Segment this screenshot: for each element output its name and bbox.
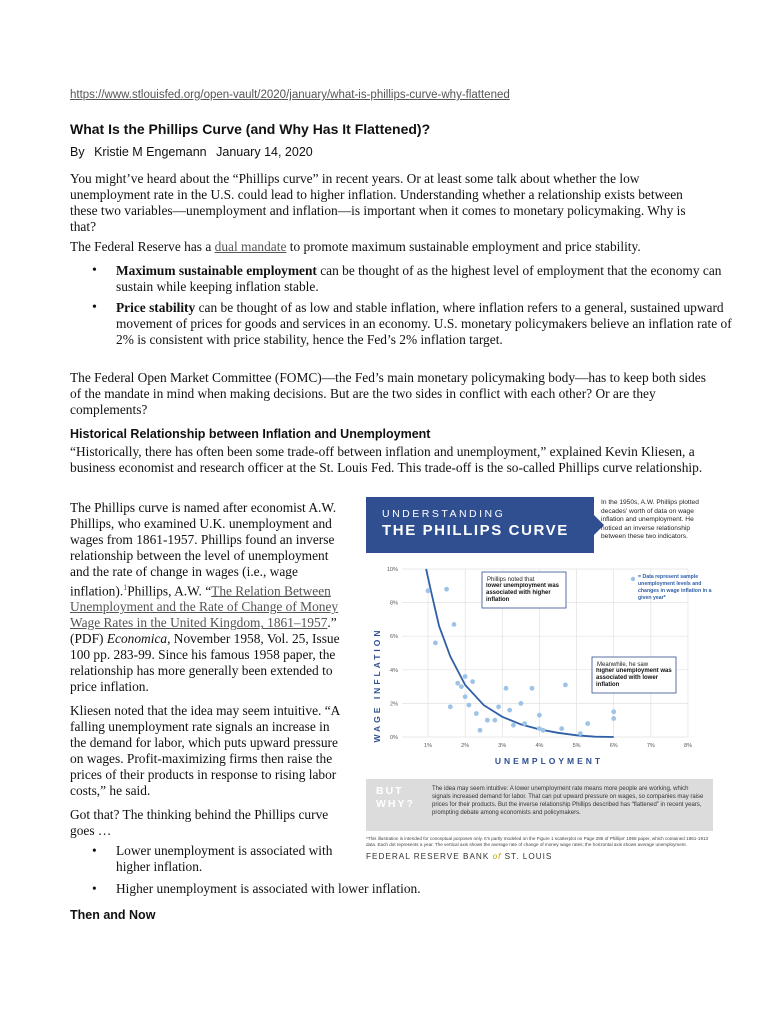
data-point — [541, 728, 546, 733]
mandate-after: to promote maximum sustainable employment and price stability. — [286, 239, 641, 254]
list-item — [116, 263, 736, 295]
phillips-paper-link[interactable]: The Relation Between Unemployment and the Rate of Change of Money Wage Rates in the United Kingdom, 1861–1957 — [70, 583, 339, 631]
section-heading-historical: Historical Relationship between Inflation and Unemployment — [70, 427, 431, 441]
data-point — [452, 622, 457, 627]
infographic-banner — [366, 497, 594, 553]
dual-mandate-link[interactable]: dual mandate — [214, 239, 287, 254]
kliesen-paragraph: Kliesen noted that the idea may seem intuitive. “A falling unemployment rate signals an increase in the demand for labor, which puts upward pressure on wages. Profit-maximizing firms then raise the prices of their products in response to rising labor costs,” he said. — [70, 703, 340, 799]
fomc-paragraph: The Federal Open Market Committee (FOMC)—the Fed’s main monetary policymaking body—has to keep both sides of the mandate in mind when making decisions. But are the two sides in conflict with each other? Or are they complements? — [70, 370, 706, 417]
annotation-low-bold: lower unemployment was associated with higher inflation — [486, 583, 560, 603]
historic-paragraph: “Historically, there has often been some trade-off between inflation and unemployment,” explained Kevin Kliesen, a business economist and research officer at the St. Louis Fed. This trade-off is the so-called Phillips curve relationship. — [70, 444, 703, 475]
list-item — [116, 300, 736, 348]
y-tick-label: 2% — [390, 701, 398, 708]
banner-main-text: THE PHILLIPS CURVE — [382, 522, 569, 539]
x-tick-label: 4% — [535, 743, 544, 749]
x-tick-label: 1% — [424, 743, 432, 749]
data-point — [559, 726, 564, 731]
data-point — [519, 701, 524, 706]
bullet-text: can be thought of as the highest level of employment that the economy can sustain while keeping inflation stable. — [116, 263, 722, 294]
phillips-curve-infographic — [366, 497, 713, 869]
y-tick-label: 4% — [390, 667, 398, 674]
data-point — [493, 718, 498, 723]
byline-date: January 14, 2020 — [216, 145, 313, 159]
x-tick-label: 7% — [646, 743, 655, 749]
bullet-bold-term: Price stability — [116, 300, 196, 315]
bullet-bold-term: Maximum sustainable employment — [116, 263, 317, 278]
fed-logo-part1: FEDERAL RESERVE BANK — [366, 852, 493, 861]
but-why-label: BUT WHY? — [376, 785, 415, 810]
data-point — [611, 716, 616, 721]
data-point — [563, 683, 568, 688]
legend-text: = Data represent sample unemployment levels and changes in wage inflation in a given year* — [638, 574, 712, 601]
data-point — [463, 694, 468, 699]
y-tick-label: 0% — [390, 735, 398, 741]
y-axis-label: WAGE INFLATION — [372, 627, 382, 743]
bullet-text: can be thought of as low and stable inflation, where inflation refers to a general, sustained upward movement of prices for goods and services in an economy. U.S. monetary policymakers believe an inflation rate of 2% is consistent with price stability, hence the Fed’s 2% inflation target. — [116, 300, 732, 347]
got-that-paragraph: Got that? The thinking behind the Phillips curve goes … — [70, 807, 329, 839]
byline-by: By — [70, 145, 85, 159]
x-tick-label: 2% — [461, 743, 470, 749]
legend-dot — [631, 577, 635, 581]
y-tick-label: 6% — [390, 634, 398, 641]
but-why-text: The idea may seem intuitive: A lower unemployment rate means more people are working, which signals increased demand for labor. That can put upward pressure on wages, so companies may raise prices for their products. But the inverse relationship Phillips described has “flattened” in recent years, prompting debate among economists and policymakers. — [432, 786, 704, 816]
section-heading-then-and-now: Then and Now — [70, 908, 156, 922]
data-point — [578, 731, 583, 736]
byline-author: Kristie M Engemann — [94, 145, 207, 159]
but-why-panel — [366, 779, 713, 831]
intro-paragraph: You might’ve heard about the “Phillips curve” in recent years. Or at least some talk about whether the low unemployment rate in the U.S. could lead to higher inflation. Understanding whether a relationship exists between these two variables—unemployment and inflation—is important when it comes to monetary policymaking. Why is that? — [70, 171, 686, 234]
data-point — [537, 713, 542, 718]
data-point — [474, 711, 479, 716]
mandate-paragraph — [70, 239, 710, 255]
list-item: • Higher unemployment is associated with lower inflation. — [116, 881, 736, 897]
byline — [70, 145, 319, 159]
annotation-high-bold: higher unemployment was associated with lower inflation — [596, 668, 672, 688]
data-point — [478, 728, 483, 733]
y-tick-label: 8% — [390, 600, 398, 607]
x-tick-label: 8% — [684, 743, 692, 749]
ref-end: , November 1958, Vol. 25, Issue 100 pp. 283-99. Since his famous 1958 paper, the relationship has more generally been extended to price inflation. — [70, 631, 340, 695]
fed-logo-part2: ST. LOUIS — [501, 852, 553, 861]
data-point — [611, 709, 616, 714]
ref-mid: .” (PDF) — [70, 615, 337, 647]
data-point — [463, 674, 468, 679]
mandate-bullet-list — [70, 263, 736, 353]
ref-start: Phillips, A.W. “ — [127, 583, 212, 599]
x-axis-label: UNEMPLOYMENT — [494, 756, 604, 766]
banner-note: In the 1950s, A.W. Phillips plotted decades’ worth of data on wage inflation and unemployment. He noticed an inverse relationship between these two indicators. — [601, 499, 699, 540]
data-point — [444, 587, 449, 592]
phillips-named-paragraph — [70, 500, 345, 695]
named-text: The Phillips curve is named after economist A.W. Phillips, who examined U.K. unemployment and wages from 1861-1957. Phillips found an inverse relationship between the level of unemployment and the rate of change in wages (i.e., wage inflation). — [70, 500, 337, 599]
left-column-text — [70, 500, 345, 847]
source-url-link[interactable]: https://www.stlouisfed.org/open-vault/2020/january/what-is-phillips-curve-why-flattened — [70, 89, 510, 101]
data-point — [448, 704, 453, 709]
data-point — [522, 721, 527, 726]
infographic-footnote: *This illustration is intended for conceptual purposes only. It’s partly modeled on the Figure 1 scatterplot on Page 285 of Phillips’ 1958 paper, which contained 1861-1913 data. Each dot represents a year. The vertical axis shows the average rate of change of money wage rates; the horizontal axis shows average unemployment. — [366, 836, 709, 847]
data-point — [511, 723, 516, 728]
fed-logo-of: of — [492, 852, 502, 861]
mandate-before: The Federal Reserve has a — [70, 239, 215, 254]
fed-logo-text — [366, 852, 552, 861]
data-point — [455, 681, 460, 686]
x-tick-label: 5% — [572, 743, 581, 749]
data-point — [485, 718, 490, 723]
data-point — [470, 679, 475, 684]
banner-top-text: UNDERSTANDING — [382, 508, 506, 520]
data-point — [507, 708, 512, 713]
journal-name: Economica — [106, 631, 168, 647]
data-point — [426, 588, 431, 593]
x-tick-label: 6% — [609, 743, 618, 749]
footnote-ref[interactable]: 1 — [123, 583, 128, 592]
list-item: • Lower unemployment is associated with higher inflation. — [116, 843, 336, 875]
data-point — [585, 721, 590, 726]
annotation-low-text: Phillips noted that — [487, 577, 535, 583]
phillips-curve-chart — [366, 557, 713, 772]
data-point — [496, 704, 501, 709]
annotation-high-text: Meanwhile, he saw — [597, 662, 649, 668]
data-point — [504, 686, 509, 691]
article-title: What Is the Phillips Curve (and Why Has It Flattened)? — [70, 121, 431, 137]
data-point — [467, 703, 472, 708]
data-point — [530, 686, 535, 691]
y-tick-label: 10% — [386, 567, 398, 573]
data-point — [459, 684, 464, 689]
x-tick-label: 3% — [498, 743, 507, 749]
data-point — [433, 641, 438, 646]
